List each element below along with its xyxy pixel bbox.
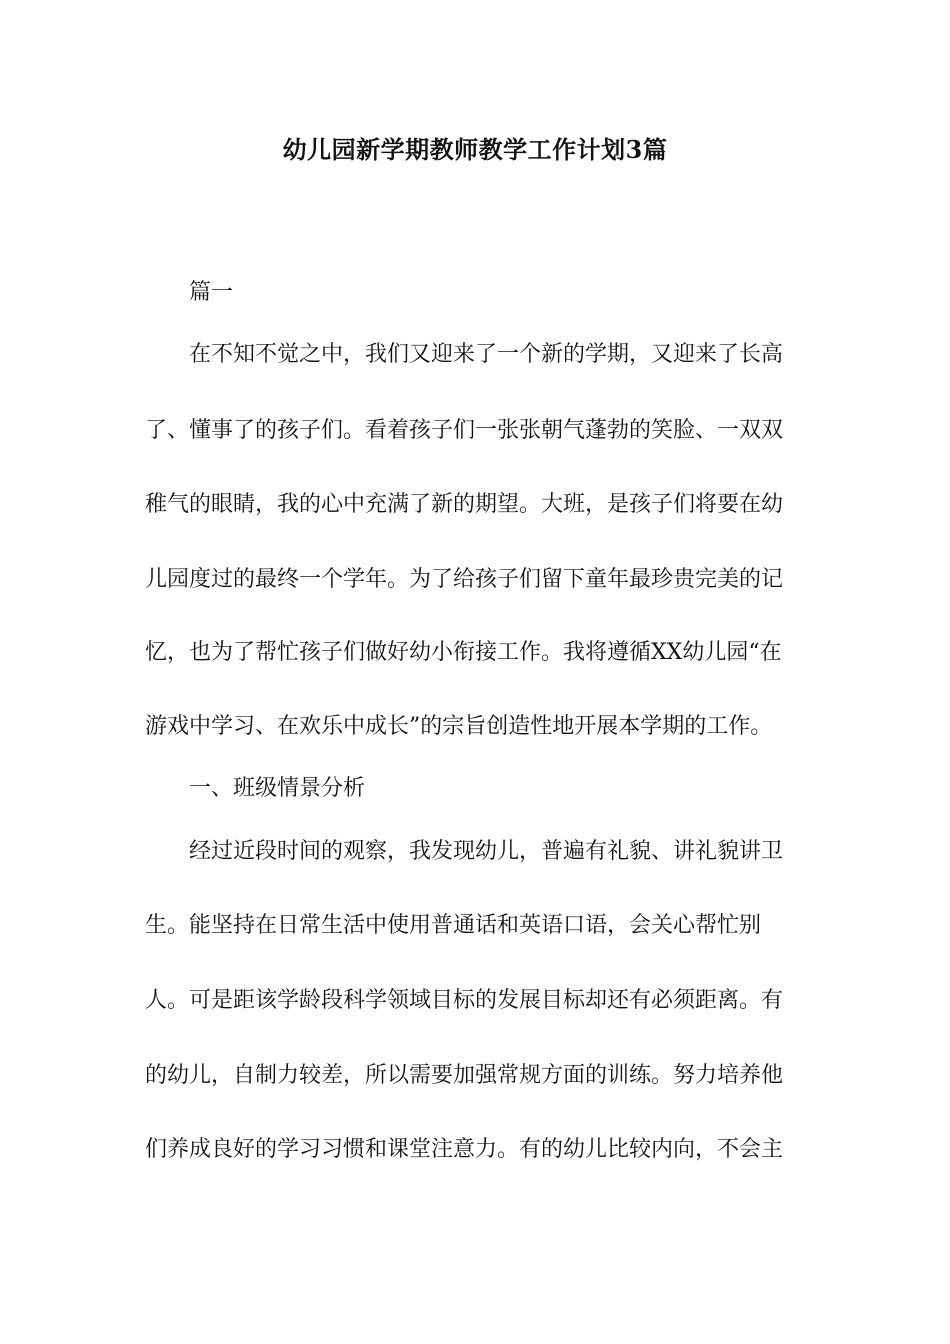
section-heading-class-analysis: 一、班级情景分析 bbox=[189, 776, 366, 801]
paragraph-line: 经过近段时间的观察，我发现幼儿，普遍有礼貌、讲礼貌讲卫 bbox=[189, 839, 784, 864]
paragraph-line: 在不知不觉之中，我们又迎来了一个新的学期，又迎来了长高 bbox=[189, 342, 784, 367]
section-heading-part-one: 篇一 bbox=[189, 280, 234, 305]
paragraph-line: 忆，也为了帮忙孩子们做好幼小衔接工作。我将遵循XX幼儿园“在 bbox=[145, 640, 782, 665]
paragraph-line: 们养成良好的学习习惯和课堂注意力。有的幼儿比较内向，不会主 bbox=[145, 1137, 784, 1162]
document-title: 幼儿园新学期教师教学工作计划3篇 bbox=[282, 135, 668, 164]
paragraph-line: 人。可是距该学龄段科学领域目标的发展目标却还有必须距离。有 bbox=[145, 988, 784, 1013]
paragraph-line: 游戏中学习、在欢乐中成长”的宗旨创造性地开展本学期的工作。 bbox=[145, 714, 773, 739]
paragraph-line: 生。能坚持在日常生活中使用普通话和英语口语，会关心帮忙别 bbox=[145, 913, 762, 938]
paragraph-line: 儿园度过的最终一个学年。为了给孩子们留下童年最珍贵完美的记 bbox=[145, 567, 784, 592]
paragraph-line: 了、懂事了的孩子们。看着孩子们一张张朝气蓬勃的笑脸、一双双 bbox=[145, 418, 784, 443]
paragraph-line: 稚气的眼睛，我的心中充满了新的期望。大班，是孩子们将要在幼 bbox=[145, 492, 784, 517]
paragraph-line: 的幼儿，自制力较差，所以需要加强常规方面的训练。努力培养他 bbox=[145, 1063, 784, 1088]
